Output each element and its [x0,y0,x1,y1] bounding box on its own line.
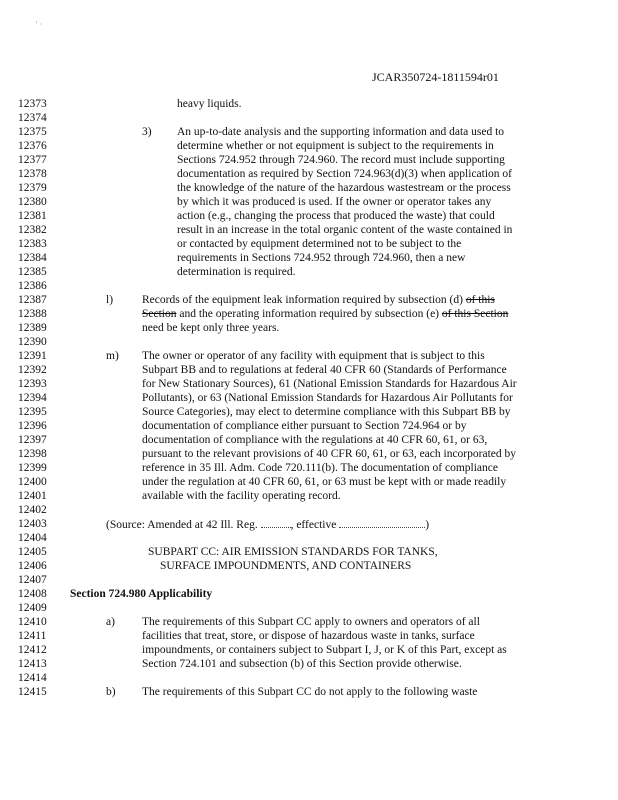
line-number: 12395 [18,406,47,418]
subpart-heading: SURFACE IMPOUNDMENTS, AND CONTAINERS [160,560,412,572]
text-line: result in an increase in the total organic content of the waste contained in [177,224,513,236]
line-number: 12415 [18,686,47,698]
text-line: need be kept only three years. [142,322,280,334]
scan-specks: ' · [36,20,43,29]
line-number: 12386 [18,280,47,292]
line-number: 12398 [18,448,47,460]
line-number: 12396 [18,420,47,432]
line-number: 12390 [18,336,47,348]
line-number: 12412 [18,644,47,656]
item-label: a) [106,616,115,628]
line-number: 12389 [18,322,47,334]
line-number: 12401 [18,490,47,502]
line-number: 12377 [18,154,47,166]
line-number: 12393 [18,378,47,390]
line-number: 12385 [18,266,47,278]
document-id-header: JCAR350724-1811594r01 [372,70,499,84]
text-line: action (e.g., changing the process that produced the waste) that could [177,210,495,222]
line-number: 12409 [18,602,47,614]
text-line: documentation of compliance with the regulations at 40 CFR 60, 61, or 63, [142,434,488,446]
line-number: 12378 [18,168,47,180]
item-label: 3) [142,126,152,138]
item-label: b) [106,686,116,698]
line-number: 12379 [18,182,47,194]
text-line: or contacted by equipment determined not to be subject to the [177,238,462,250]
struck-text: Section [142,308,177,320]
text-line: Sections 724.952 through 724.960. The record must include supporting [177,154,505,166]
text-line: Subpart BB and to regulations at federal 40 CFR 60 (Standards of Performance [142,364,507,376]
text-line: by which it was produced is used. If the owner or operator takes any [177,196,492,208]
text-line: The requirements of this Subpart CC do not apply to the following waste [142,686,478,698]
line-number: 12387 [18,294,47,306]
line-number: 12397 [18,434,47,446]
text-line: the knowledge of the nature of the hazardous wastestream or the process [177,182,511,194]
line-number: 12384 [18,252,47,264]
line-number: 12402 [18,504,47,516]
text-line: under the regulation at 40 CFR 60, 61, or 63 must be kept with or made readily [142,476,507,488]
blank-field [339,518,425,528]
text-line: documentation as required by Section 724.963(d)(3) when application of [177,168,513,180]
text-line: for New Stationary Sources), 61 (National Emission Standards for Hazardous Air [142,378,517,390]
line-number: 12400 [18,476,47,488]
line-number: 12391 [18,350,47,362]
text-span: , effective [290,519,340,531]
line-number: 12374 [18,112,47,124]
line-number: 12410 [18,616,47,628]
struck-text: of this [465,294,495,306]
text-span: Records of the equipment leak information required by subsection (d) [142,294,466,306]
text-line: pursuant to the relevant provisions of 40 CFR 60, 61, or 63, each incorporated by [142,448,516,460]
text-line: An up-to-date analysis and the supporting information and data used to [177,126,505,138]
line-number: 12380 [18,196,47,208]
line-number: 12413 [18,658,47,670]
blank-field [261,518,291,528]
line-number: 12394 [18,392,47,404]
line-number: 12403 [18,518,47,530]
line-number: 12373 [18,98,47,110]
text-line: documentation of compliance either pursuant to Section 724.964 or by [142,420,467,432]
line-number: 12411 [18,630,47,642]
text-line [142,294,495,307]
section-title: Section 724.980 Applicability [70,588,213,600]
line-number: 12382 [18,224,47,236]
line-number: 12399 [18,462,47,474]
text-line [142,308,508,321]
text-line: Pollutants), or 63 (National Emission Standards for Hazardous Air Pollutants for [142,392,513,404]
text-line: facilities that treat, store, or dispose of hazardous waste in tanks, surface [142,630,475,642]
text-span: and the operating information required by subsection (e) [176,308,442,320]
line-number: 12404 [18,532,47,544]
source-note [106,518,429,532]
line-number: 12392 [18,364,47,376]
item-label: l) [106,294,114,306]
text-line: available with the facility operating record. [142,490,341,502]
line-number: 12388 [18,308,47,320]
line-number: 12406 [18,560,47,572]
line-number: 12407 [18,574,47,586]
line-number: 12376 [18,140,47,152]
text-line: The owner or operator of any facility with equipment that is subject to this [142,350,485,362]
text-line: determination is required. [177,266,296,278]
text-line: impoundments, or containers subject to Subpart I, J, or K of this Part, except as [142,644,507,656]
text-span: (Source: Amended at 42 Ill. Reg. [106,519,261,531]
line-number: 12381 [18,210,47,222]
line-number: 12414 [18,672,47,684]
text-line: requirements in Sections 724.952 through 724.960, then a new [177,252,466,264]
text-line: The requirements of this Subpart CC apply to owners and operators of all [142,616,480,628]
line-number: 12375 [18,126,47,138]
line-number: 12405 [18,546,47,558]
text-span: ) [425,519,430,531]
line-number: 12408 [18,588,47,600]
subpart-heading: SUBPART CC: AIR EMISSION STANDARDS FOR TANKS, [148,546,438,558]
item-label: m) [106,350,119,362]
text-line: Section 724.101 and subsection (b) of this Section provide otherwise. [142,658,462,670]
line-number: 12383 [18,238,47,250]
struck-text: of this Section [441,308,509,320]
text-line: reference in 35 Ill. Adm. Code 720.111(b). The documentation of compliance [142,462,498,474]
text-line: heavy liquids. [177,98,242,110]
text-line: determine whether or not equipment is subject to the requirements in [177,140,494,152]
text-line: Source Categories), may elect to determine compliance with this Subpart BB by [142,406,511,418]
